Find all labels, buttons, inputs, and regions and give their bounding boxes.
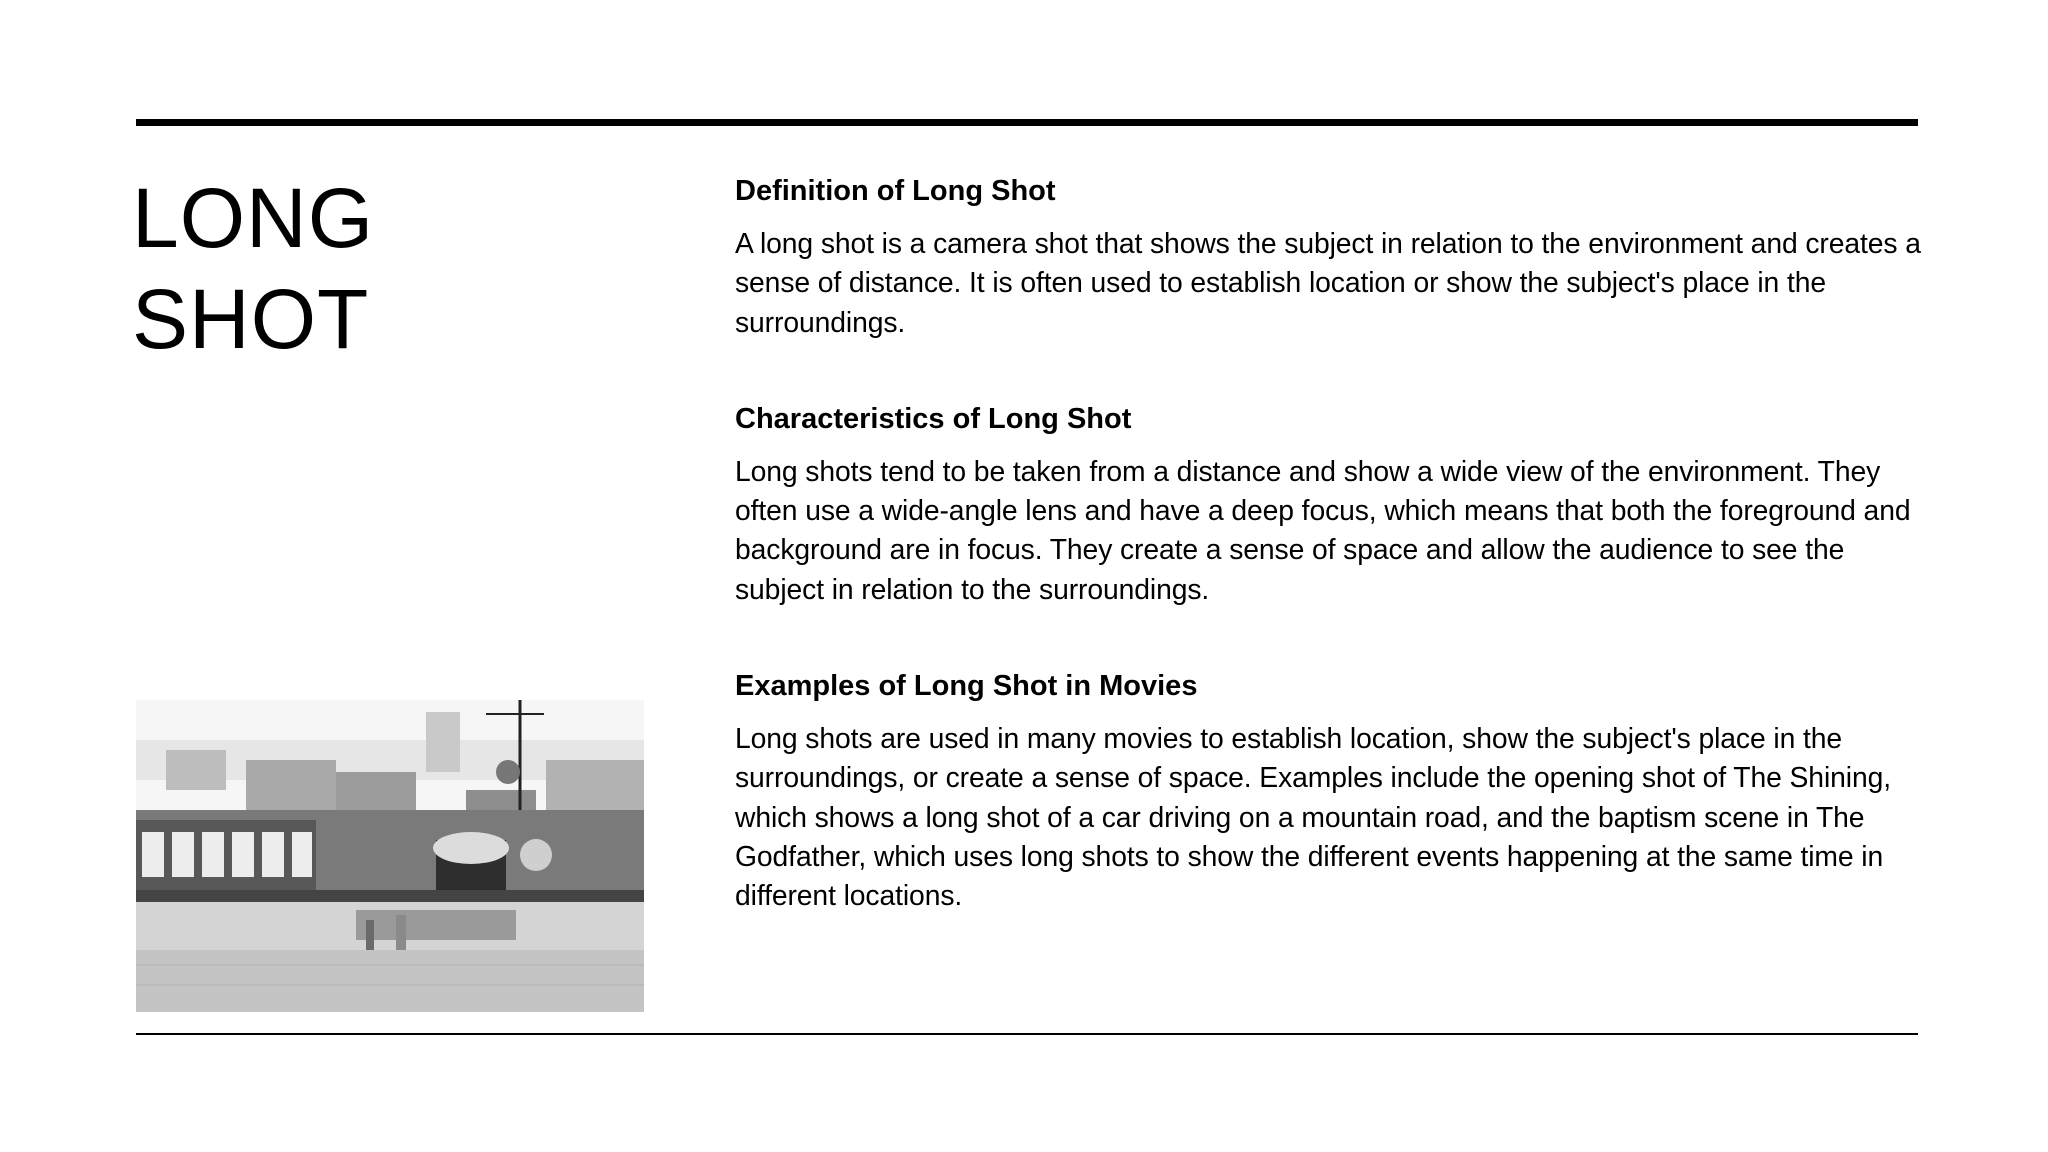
top-divider-rule [136, 119, 1918, 126]
cityscape-rooftops-icon [136, 700, 644, 1012]
bottom-divider-rule [136, 1033, 1918, 1035]
section-heading: Examples of Long Shot in Movies [735, 670, 1198, 703]
title-line-1: LONG [132, 171, 375, 265]
title-line-2: SHOT [132, 272, 370, 366]
section-definition [735, 170, 1925, 342]
content-column [735, 170, 1925, 972]
section-heading: Definition of Long Shot [735, 175, 1056, 207]
section-heading: Characteristics of Long Shot [735, 402, 1132, 435]
section-characteristics [735, 398, 1925, 609]
section-body: Long shots tend to be taken from a distance and show a wide view of the environment. They often use a wide-angle lens and have a deep focus, which means that both the foreground and background are in focus. They create a sense of space and allow the audience to see the subject in relation to the surroundings. [735, 454, 1911, 605]
section-examples [735, 665, 1925, 915]
section-body: A long shot is a camera shot that shows the subject in relation to the environment and creates a sense of distance. It is often used to establish location or show the subject's place in the surroundings. [735, 227, 1921, 338]
section-body: Long shots are used in many movies to establish location, show the subject's place in the surroundings, or create a sense of space. Examples include the opening shot of The Shining, which shows a long shot of a car driving on a mountain road, and the baptism scene in The Godfather, which uses long shots to show the different events happening at the same time in different locations. [735, 722, 1891, 912]
cityscape-photo [136, 700, 644, 1012]
slide-title [132, 168, 692, 370]
